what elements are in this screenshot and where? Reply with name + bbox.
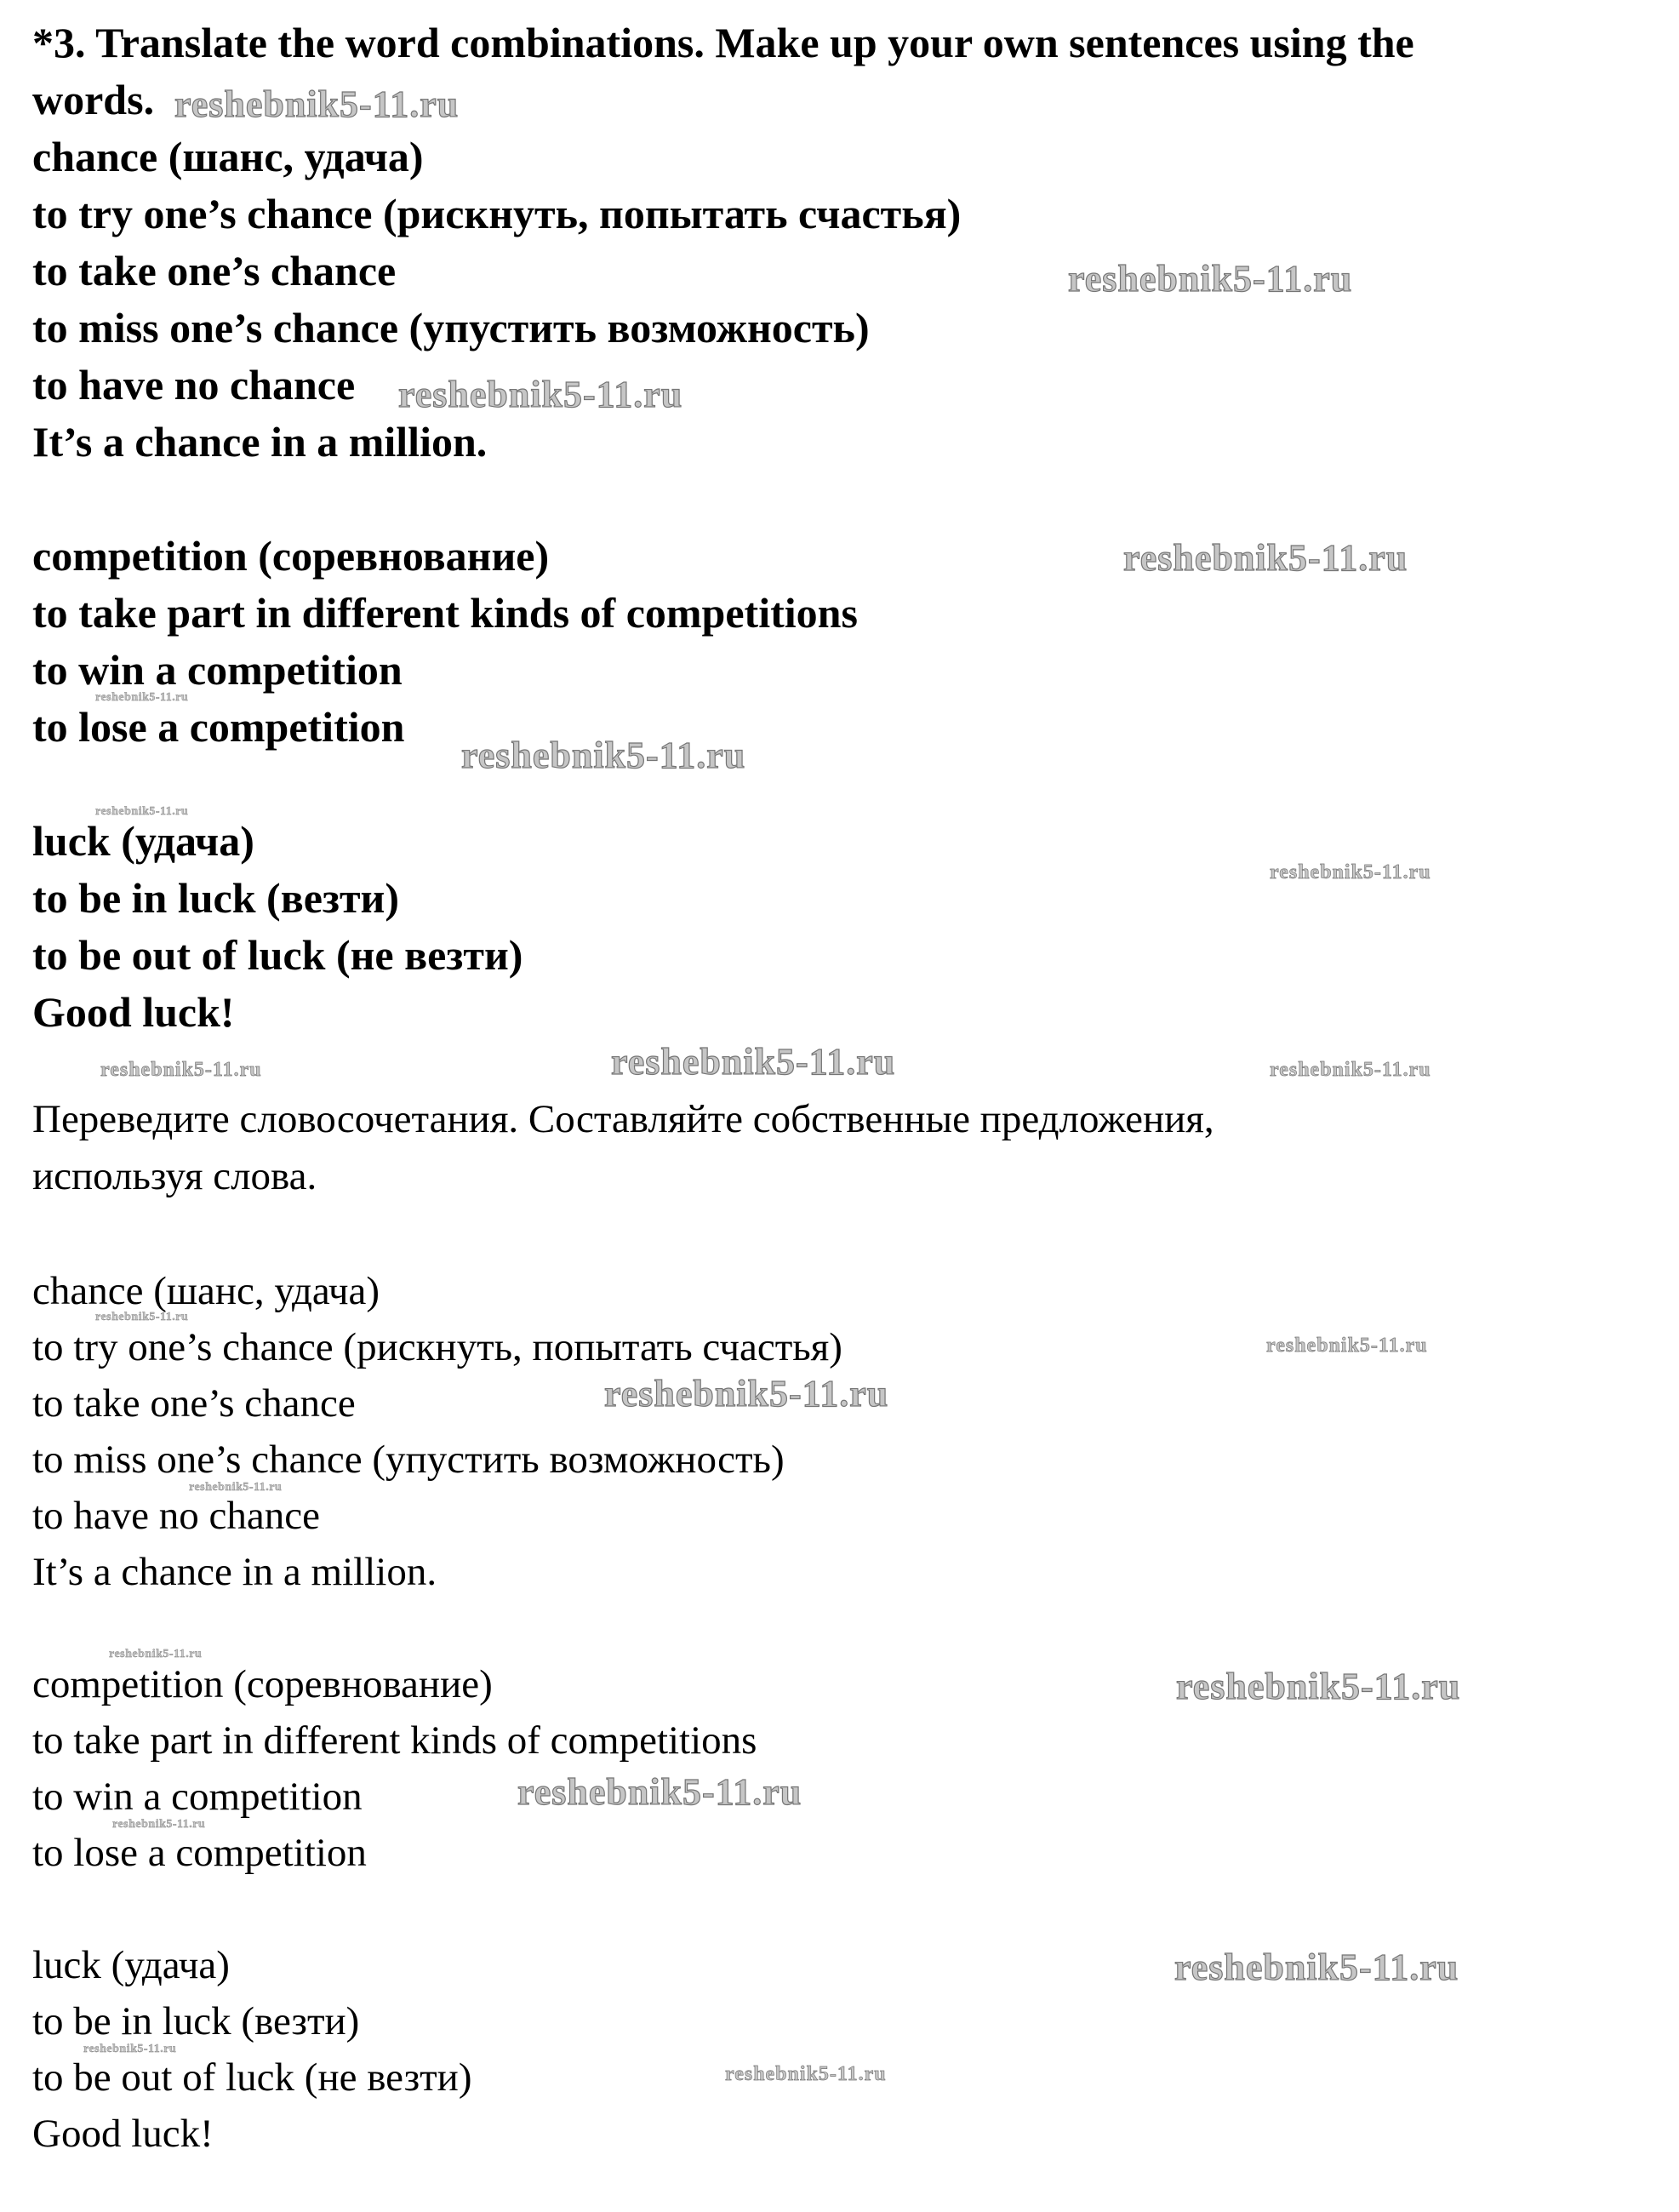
task-chance-line: to take one’s chance: [32, 247, 397, 294]
task-luck-line: to be in luck (везти): [32, 874, 400, 922]
answer-competition-line: to take part in different kinds of competitions: [32, 1718, 757, 1763]
watermark: reshebnik5-11.ru: [1270, 861, 1431, 883]
task-luck-line: to be out of luck (не везти): [32, 931, 523, 979]
answer-luck-line: to be in luck (везти): [32, 1999, 360, 2043]
answer-luck-line: luck (удача): [32, 1943, 230, 1987]
watermark: reshebnik5-11.ru: [517, 1771, 802, 1813]
answer-intro-line2: используя слова.: [32, 1154, 317, 1198]
watermark: reshebnik5-11.ru: [112, 1818, 206, 1831]
watermark: reshebnik5-11.ru: [398, 374, 683, 415]
answer-chance-line: to miss one’s chance (упустить возможность): [32, 1438, 785, 1482]
watermark: reshebnik5-11.ru: [95, 691, 189, 704]
watermark: reshebnik5-11.ru: [611, 1041, 896, 1083]
answer-luck-line: to be out of luck (не везти): [32, 2055, 472, 2100]
task-competition-line: to lose a competition: [32, 703, 405, 751]
watermark: reshebnik5-11.ru: [100, 1059, 262, 1081]
task-heading-line1: *3. Translate the word combinations. Make up your own sentences using the: [32, 19, 1414, 66]
task-chance-line: to have no chance: [32, 361, 356, 409]
answer-intro-line1: Переведите словосочетания. Составляйте собственные предложения,: [32, 1097, 1214, 1141]
answer-chance-line: chance (шанс, удача): [32, 1269, 380, 1313]
answer-chance-line: to try one’s chance (рискнуть, попытать счастья): [32, 1325, 842, 1369]
task-chance-line: chance (шанс, удача): [32, 133, 424, 180]
answer-chance-line: to take one’s chance: [32, 1381, 356, 1426]
task-heading-line2: words.: [32, 76, 155, 123]
watermark: reshebnik5-11.ru: [1270, 1059, 1431, 1081]
watermark: reshebnik5-11.ru: [95, 805, 189, 818]
answer-competition-line: competition (соревнование): [32, 1662, 493, 1706]
watermark: reshebnik5-11.ru: [174, 83, 460, 125]
watermark: reshebnik5-11.ru: [1123, 537, 1408, 579]
task-competition-line: to take part in different kinds of competitions: [32, 589, 858, 637]
watermark: reshebnik5-11.ru: [461, 734, 746, 776]
watermark: reshebnik5-11.ru: [1174, 1946, 1459, 1988]
answer-chance-line: It’s a chance in a million.: [32, 1550, 437, 1594]
watermark: reshebnik5-11.ru: [1068, 258, 1353, 300]
task-chance-line: to try one’s chance (рискнуть, попытать счастья): [32, 190, 962, 237]
watermark: reshebnik5-11.ru: [1176, 1666, 1461, 1707]
answer-competition-line: to lose a competition: [32, 1831, 367, 1875]
watermark: reshebnik5-11.ru: [604, 1373, 889, 1415]
task-luck-line: luck (удача): [32, 817, 254, 865]
watermark: reshebnik5-11.ru: [83, 2043, 177, 2055]
answer-luck-line: Good luck!: [32, 2112, 214, 2156]
task-chance-line: It’s a chance in a million.: [32, 418, 488, 466]
watermark: reshebnik5-11.ru: [725, 2063, 887, 2085]
task-luck-line: Good luck!: [32, 988, 235, 1036]
watermark: reshebnik5-11.ru: [1266, 1335, 1428, 1357]
answer-chance-line: to have no chance: [32, 1494, 320, 1538]
watermark: reshebnik5-11.ru: [109, 1648, 203, 1660]
task-competition-line: competition (соревнование): [32, 532, 550, 580]
task-competition-line: to win a competition: [32, 646, 403, 694]
answer-competition-line: to win a competition: [32, 1775, 363, 1819]
task-chance-line: to miss one’s chance (упустить возможность): [32, 304, 870, 352]
watermark: reshebnik5-11.ru: [189, 1481, 283, 1494]
watermark: reshebnik5-11.ru: [95, 1311, 189, 1323]
